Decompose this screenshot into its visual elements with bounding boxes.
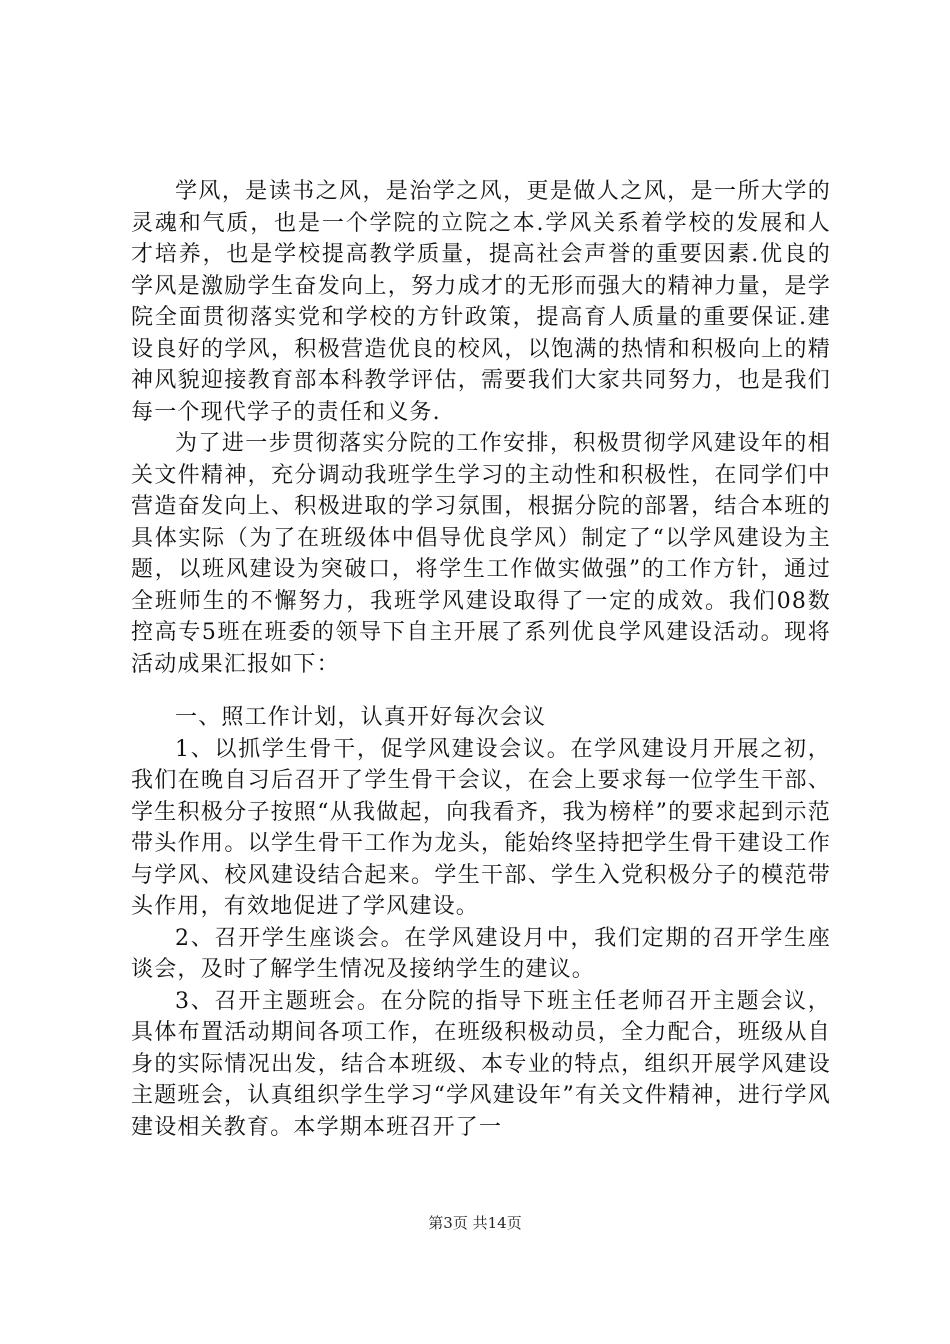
intro-paragraph-1: 学风，是读书之风，是治学之风，更是做人之风，是一所大学的灵魂和气质，也是一个学院的立院之本.学风关系着学校的发展和人才培养，也是学校提高教学质量，提高社会声誉的重要因素.优良的学风是激励学生奋发向上，努力成才的无形而强大的精神力量，是学院全面贯彻落实党和学校的方针政策，提高育人质量的重要保证.建设良好的学风，积极营造优良的校风，以饱满的热情和积极向上的精神风貌迎接教育部本科教学评估，需要我们大家共同努力，也是我们每一个现代学子的责任和义务. xyxy=(131,179,831,425)
list-item-3: 3、召开主题班会。在分院的指导下班主任老师召开主题会议，具体布置活动期间各项工作，在班级积极动员，全力配合，班级从自身的实际情况出发，结合本班级、本专业的特点，组织开展学风建设主题班会，认真组织学生学习“学风建设年”有关文件精神，进行学风建设相关教育。本学期本班召开了一 xyxy=(131,988,831,1140)
page-footer: 第3页 共14页 xyxy=(428,1214,522,1232)
list-item-2: 2、召开学生座谈会。在学风建设月中，我们定期的召开学生座谈会，及时了解学生情况及接纳学生的建议。 xyxy=(131,925,831,982)
section-heading: 一、照工作计划，认真开好每次会议 xyxy=(175,705,547,730)
document-body xyxy=(131,176,831,1143)
intro-paragraph-2: 为了进一步贯彻落实分院的工作安排，积极贯彻学风建设年的相关文件精神，充分调动我班学生学习的主动性和积极性，在同学们中营造奋发向上、积极进取的学习氛围，根据分院的部署，结合本班的具体实际（为了在班级体中倡导优良学风）制定了“以学风建设为主题，以班风建设为突破口，将学生工作做实做强”的工作方针，通过全班师生的不懈努力，我班学风建设取得了一定的成效。我们08数控高专5班在班委的领导下自主开展了系列优良学风建设活动。现将活动成果汇报如下： xyxy=(131,431,831,677)
list-item-1: 1、以抓学生骨干，促学风建设会议。在学风建设月开展之初，我们在晚自习后召开了学生骨干会议，在会上要求每一位学生干部、学生积极分子按照“从我做起，向我看齐，我为榜样”的要求起到示范带头作用。以学生骨干工作为龙头，能始终坚持把学生骨干建设工作与学风、校风建设结合起来。学生干部、学生入党积极分子的模范带头作用，有效地促进了学风建设。 xyxy=(131,736,831,919)
